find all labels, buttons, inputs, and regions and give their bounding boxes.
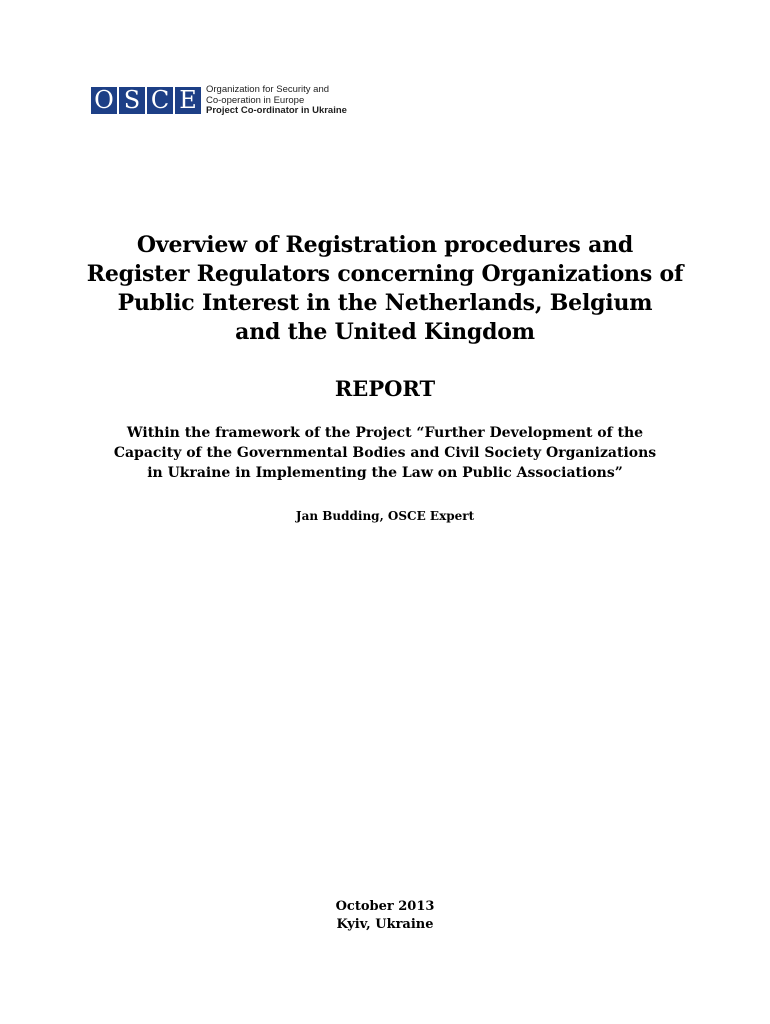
title-line-3: Public Interest in the Netherlands, Belgium bbox=[117, 290, 653, 316]
logo-org-line-2: Co-operation in Europe bbox=[206, 94, 305, 106]
document-title bbox=[60, 231, 710, 347]
report-place: Kyiv, Ukraine bbox=[336, 917, 434, 932]
title-line-1: Overview of Registration procedures and bbox=[136, 232, 634, 258]
project-framework-text bbox=[60, 423, 710, 483]
logo-letter-s: S bbox=[119, 87, 145, 114]
date-place-footer bbox=[0, 898, 770, 934]
logo-project-line: Project Co-ordinator in Ukraine bbox=[206, 105, 347, 116]
report-date: October 2013 bbox=[335, 899, 435, 914]
logo-org-line-1: Organization for Security and bbox=[206, 84, 330, 95]
logo-letter-o: O bbox=[91, 87, 117, 114]
logo-letter-e: E bbox=[175, 87, 201, 114]
framework-line-3: in Ukraine in Implementing the Law on Public Associations” bbox=[147, 465, 623, 481]
osce-logo-text bbox=[206, 85, 347, 117]
framework-line-1: Within the framework of the Project “Further Development of the bbox=[126, 425, 644, 441]
report-heading: REPORT bbox=[334, 376, 436, 401]
logo-letter-c: C bbox=[147, 87, 173, 114]
osce-logo bbox=[91, 85, 347, 117]
author-line: Jan Budding, OSCE Expert bbox=[295, 509, 475, 523]
title-line-4: and the United Kingdom bbox=[235, 319, 535, 345]
title-line-2: Register Regulators concerning Organizations of bbox=[86, 261, 684, 287]
osce-logo-mark bbox=[91, 87, 201, 114]
framework-line-2: Capacity of the Governmental Bodies and Civil Society Organizations bbox=[113, 445, 657, 461]
